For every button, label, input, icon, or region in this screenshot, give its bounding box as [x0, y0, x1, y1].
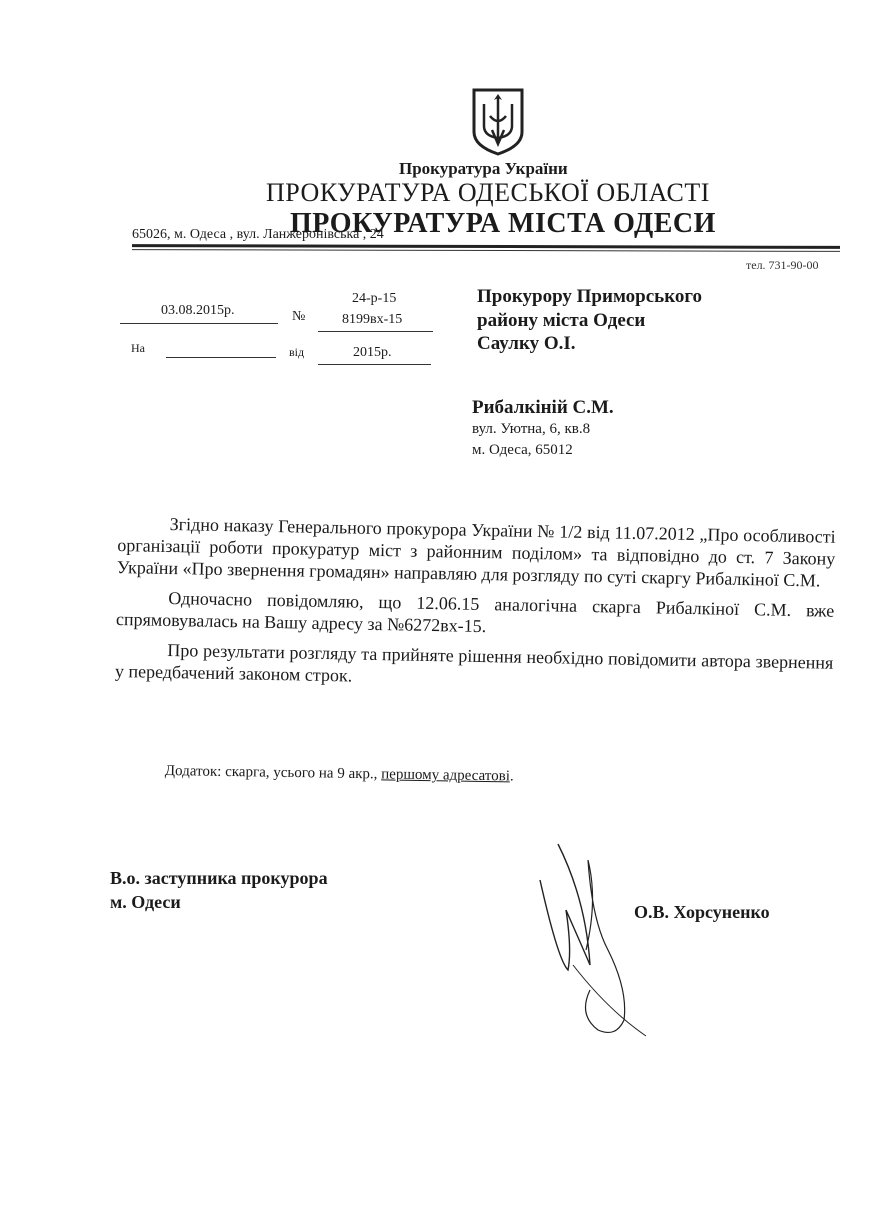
from-label: від — [289, 345, 305, 359]
addressee-line-2: району міста Одеси — [477, 310, 646, 331]
body-paragraph-1: Згідно наказу Генерального прокурора України № 1/2 від 11.07.2012 „Про особливості організації роботи прокуратур міст з районним поділом» та відповідно до ст. 7 Закону України «Про звернення громадян» направляю для розгляду по суті скаргу Рибалкіної С.М. — [116, 513, 836, 591]
from-underline — [318, 364, 431, 365]
recipient-street: вул. Уютна, 6, кв.8 — [472, 421, 591, 437]
signatory-title-line-2: м. Одеси — [110, 892, 181, 912]
outgoing-date: 03.08.2015р. — [161, 303, 235, 318]
office-phone: тел. 731-90-00 — [746, 258, 819, 272]
recipient-name: Рибалкіній С.М. — [472, 397, 614, 418]
on-label: На — [131, 341, 145, 355]
number-underline — [318, 331, 433, 332]
letter-body — [115, 512, 836, 704]
from-value: 2015р. — [353, 345, 392, 360]
number-label: № — [292, 309, 306, 324]
office-address: 65026, м. Одеса , вул. Ланжеронівська , 24 — [132, 227, 384, 242]
attachment-text: Додаток: скарга, усього на 9 акр., — [164, 763, 382, 783]
on-underline — [166, 357, 276, 358]
recipient-city: м. Одеса, 65012 — [472, 442, 573, 458]
region-heading: ПРОКУРАТУРА ОДЕСЬКОЇ ОБЛАСТІ — [266, 178, 710, 207]
addressee-line-1: Прокурору Приморського — [477, 286, 703, 307]
body-paragraph-3: Про результати розгляду та прийняте рішення необхідно повідомити автора звернення у передбачений законом строк. — [114, 639, 834, 686]
attachment-end: . — [509, 768, 514, 785]
header-divider-thin — [132, 249, 840, 252]
date-underline — [120, 323, 278, 324]
number-value: 8199вх-15 — [342, 312, 403, 327]
handwritten-signature — [528, 840, 668, 1040]
coat-of-arms-icon — [470, 86, 526, 158]
signatory-title — [110, 866, 328, 914]
addressee-line-3: Саулку О.І. — [477, 333, 576, 354]
header-divider — [132, 244, 840, 249]
signatory-title-line-1: В.о. заступника прокурора — [110, 868, 328, 888]
body-paragraph-2: Одночасно повідомляю, що 12.06.15 аналогічна скарга Рибалкіної С.М. вже спрямовувалась на Вашу адресу за №6272вх-15. — [115, 587, 835, 637]
attachment-note — [165, 763, 514, 785]
city-heading: ПРОКУРАТУРА МІСТА ОДЕСИ — [290, 208, 716, 239]
ministry-heading: Прокуратура України — [399, 159, 568, 178]
attachment-recipient: першому адресатові — [381, 766, 511, 785]
number-top: 24-р-15 — [352, 291, 397, 306]
signatory-name: О.В. Хорсуненко — [634, 902, 770, 922]
